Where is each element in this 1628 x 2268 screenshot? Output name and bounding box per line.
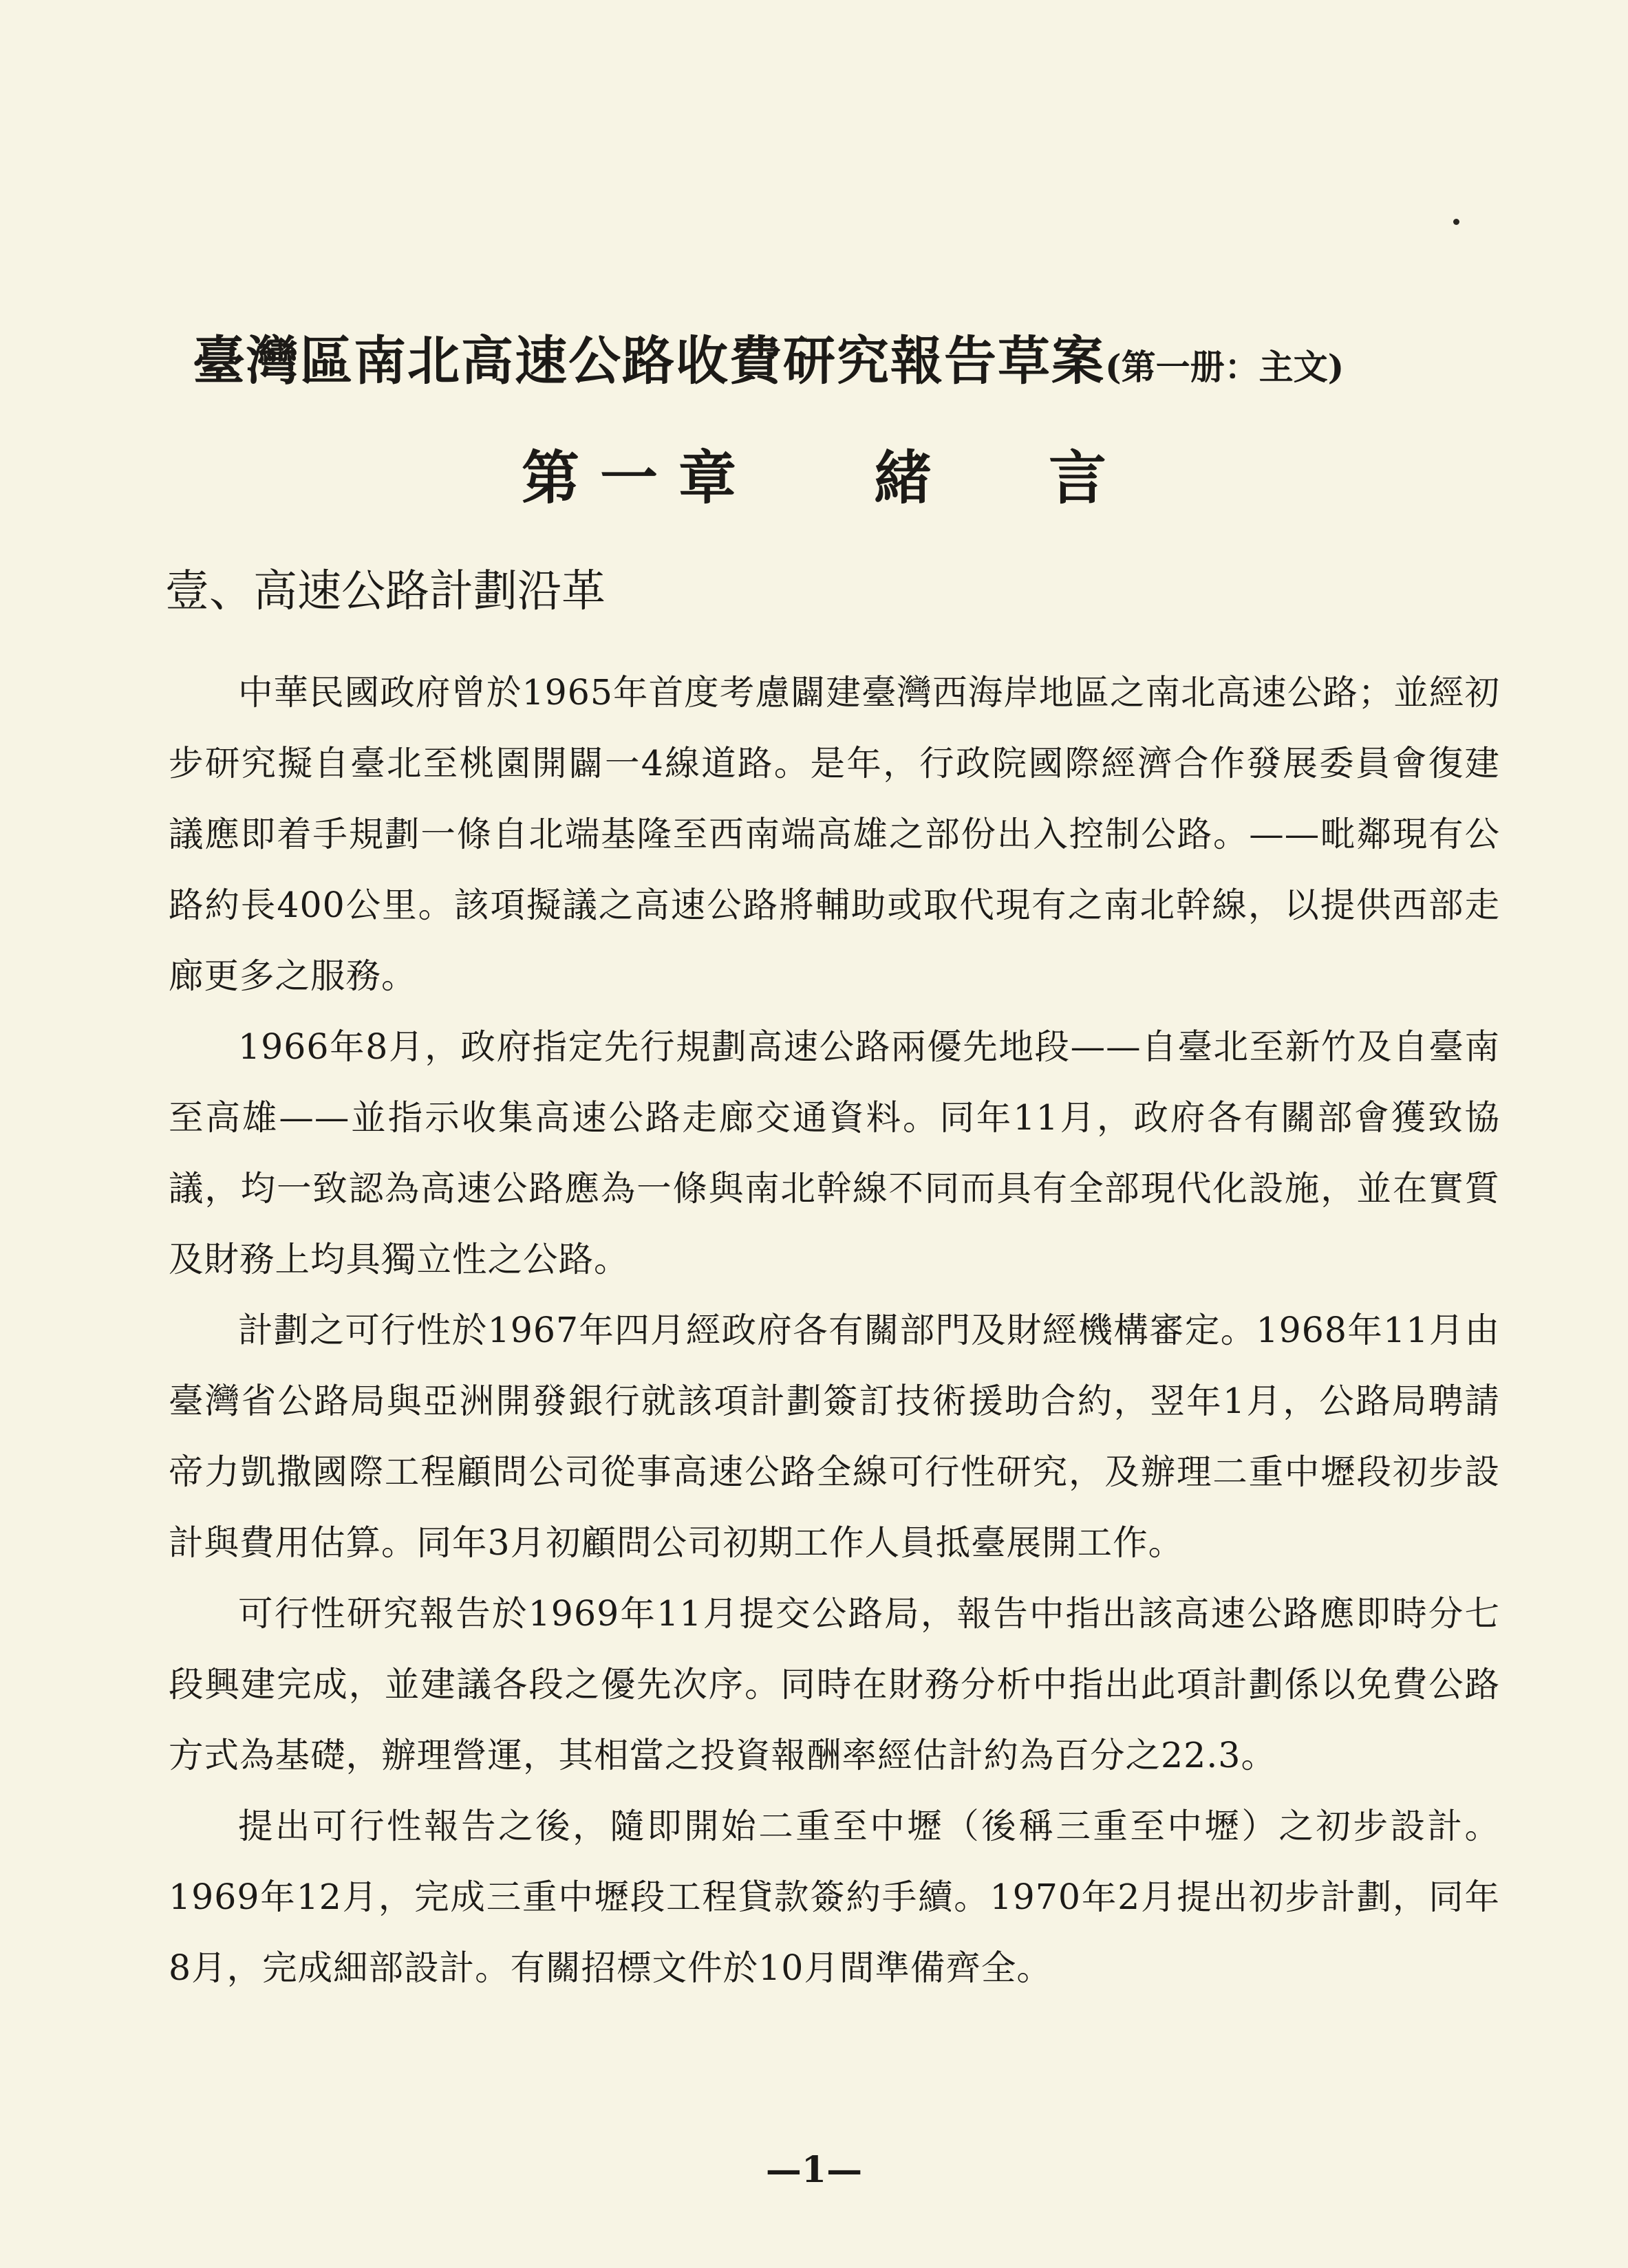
paragraph: 計劃之可行性於1967年四月經政府各有關部門及財經機構審定。1968年11月由臺灣省公路局與亞洲開發銀行就該項計劃簽訂技術援助合約，翌年1月，公路局聘請帝力凱撒國際工程顧問公司從事高速公路全線可行性研究，及辦理二重中壢段初步設計與費用估算。同年3月初顧問公司初期工作人員抵臺展開工作。 — [169, 1310, 1500, 1563]
document-title — [193, 323, 1514, 405]
chapter-title: 緒言 — [874, 444, 1224, 512]
chapter-number: 第一章 — [521, 444, 757, 512]
body-text — [169, 657, 1500, 2003]
chapter-heading — [0, 440, 1628, 516]
page-number: —1— — [765, 2149, 863, 2191]
section-heading: 壹、高速公路計劃沿革 — [165, 566, 606, 617]
paragraph: 提出可行性報告之後，隨即開始二重至中壢（後稱三重至中壢）之初步設計。1969年12月，完成三重中壢段工程貸款簽約手續。1970年2月提出初步計劃，同年8月，完成細部設計。有關招標文件於10月間準備齊全。 — [169, 1806, 1500, 1988]
volume-note: (第一册：主文) — [1105, 347, 1345, 387]
paragraph: 中華民國政府曾於1965年首度考慮闢建臺灣西海岸地區之南北高速公路；並經初步研究擬自臺北至桃園開闢一4線道路。是年，行政院國際經濟合作發展委員會復建議應即着手規劃一條自北端基隆至西南端高雄之部份出入控制公路。——毗鄰現有公路約長400公里。該項擬議之高速公路將輔助或取代現有之南北幹線，以提供西部走廊更多之服務。 — [169, 672, 1500, 996]
paragraph: 可行性研究報告於1969年11月提交公路局，報告中指出該高速公路應即時分七段興建完成，並建議各段之優先次序。同時在財務分析中指出此項計劃係以免費公路方式為基礎，辦理營運，其相當之投資報酬率經估計約為百分之22.3。 — [169, 1593, 1500, 1775]
ink-speck — [1453, 219, 1459, 225]
paragraph: 1966年8月，政府指定先行規劃高速公路兩優先地段——自臺北至新竹及自臺南至高雄——並指示收集高速公路走廊交通資料。同年11月，政府各有關部會獲致協議，均一致認為高速公路應為一條與南北幹線不同而具有全部現代化設施，並在實質及財務上均具獨立性之公路。 — [169, 1026, 1500, 1279]
title-text: 臺灣區南北高速公路收費研究報告草案 — [193, 330, 1105, 391]
